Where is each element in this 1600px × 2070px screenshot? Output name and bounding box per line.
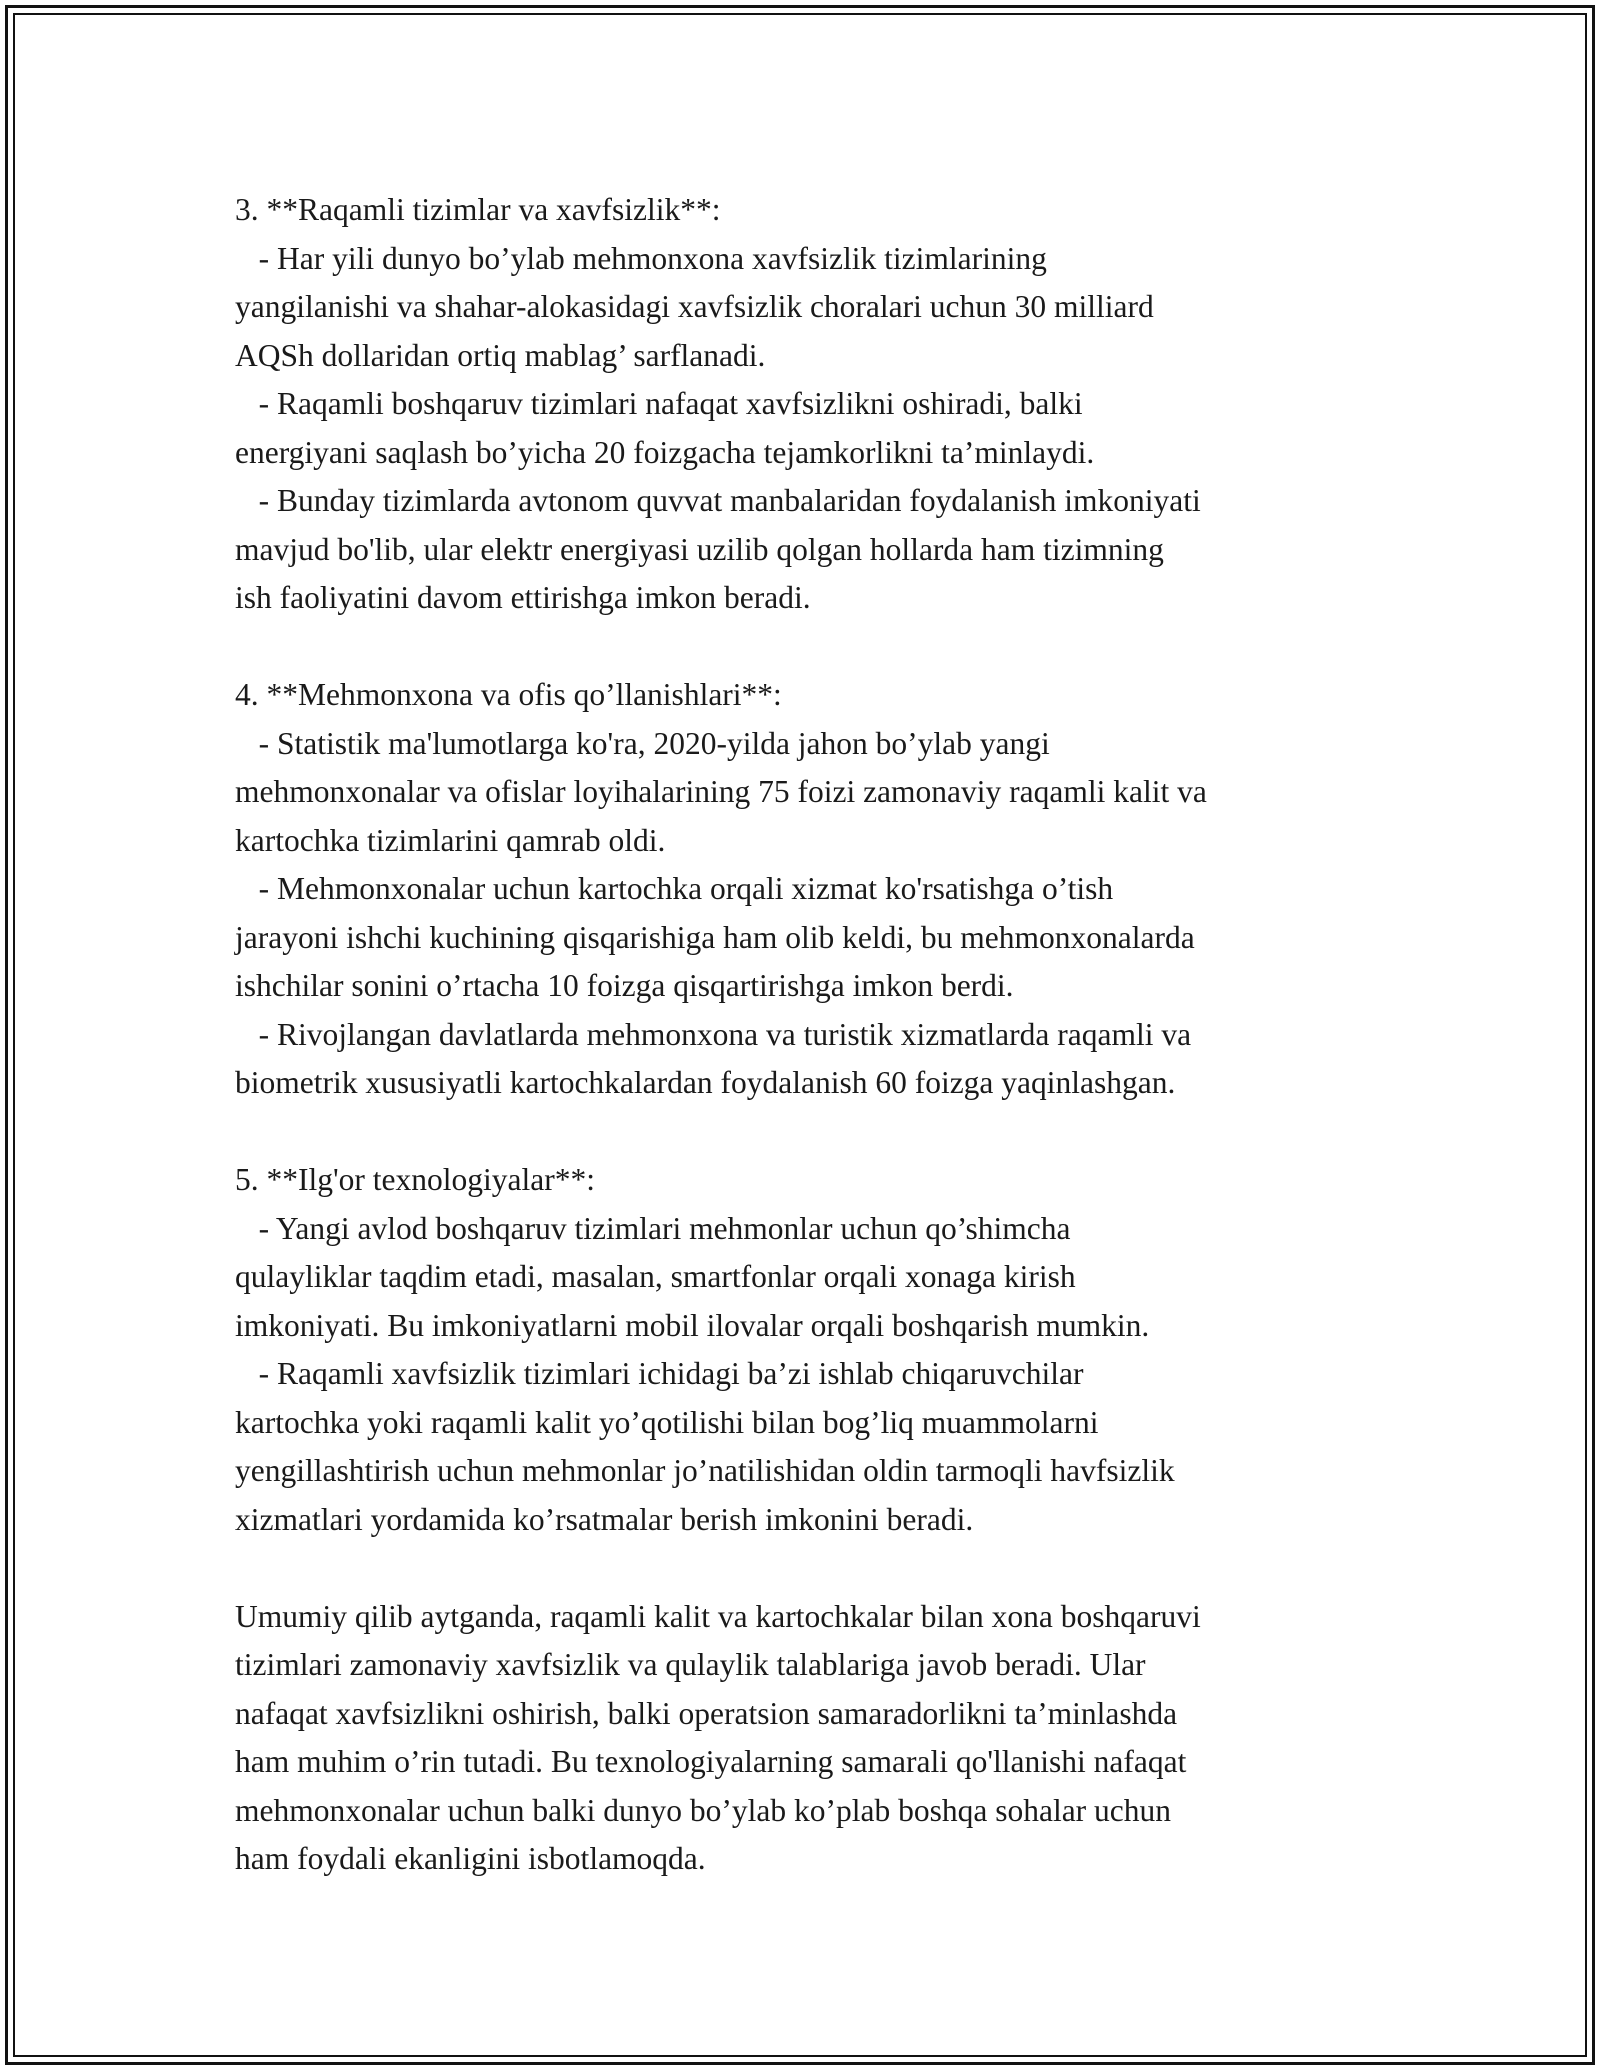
text-line: - Rivojlangan davlatlarda mehmonxona va turistik xizmatlarda raqamli va [235,1016,1192,1052]
text-line: ishchilar sonini o’rtacha 10 foizga qisqartirishga imkon berdi. [235,968,1014,1003]
text-line: ish faoliyatini davom ettirishga imkon beradi. [235,580,811,615]
text-line: imkoniyati. Bu imkoniyatlarni mobil ilovalar orqali boshqarish mumkin. [235,1307,1150,1343]
text-line: ham foydali ekanligini isbotlamoqda. [235,1841,706,1876]
text-line: - Mehmonxonalar uchun kartochka orqali xizmat ko'rsatishga o’tish [235,871,1114,906]
text-line: qulayliklar taqdim etadi, masalan, smartfonlar orqali xonaga kirish [235,1259,1076,1294]
text-line: kartochka yoki raqamli kalit yo’qotilishi bilan bog’liq muammolarni [235,1404,1099,1440]
paragraph-gap [235,1544,1395,1593]
text-line: kartochka tizimlarini qamrab oldi. [235,822,666,858]
paragraph-gap [235,623,1395,672]
section-advanced-technologies [235,1156,1395,1544]
text-line: nafaqat xavfsizlikni oshirish, balki operatsion samaradorlikni ta’minlashda [235,1695,1178,1731]
text-line: Umumiy qilib aytganda, raqamli kalit va kartochkalar bilan xona boshqaruvi [235,1598,1201,1634]
text-line: mehmonxonalar va ofislar loyihalarining 75 foizi zamonaviy raqamli kalit va [235,774,1207,809]
text-line: - Bunday tizimlarda avtonom quvvat manbalaridan foydalanish imkoniyati [235,483,1201,518]
section-heading: 4. **Mehmonxona va ofis qo’llanishlari**: [235,677,782,712]
section-digital-security [235,186,1395,623]
section-conclusion [235,1593,1395,1884]
section-hotel-office-usage [235,671,1395,1108]
text-line: yangilanishi va shahar-alokasidagi xavfsizlik choralari uchun 30 milliard [235,289,1154,324]
text-line: - Raqamli boshqaruv tizimlari nafaqat xavfsizlikni oshiradi, balki [235,386,1083,421]
text-line: jarayoni ishchi kuchining qisqarishiga ham olib keldi, bu mehmonxonalarda [235,919,1195,955]
document-body [235,186,1395,1884]
paragraph-gap [235,1108,1395,1157]
text-line: tizimlari zamonaviy xavfsizlik va qulaylik talablariga javob beradi. Ular [235,1647,1146,1682]
text-line: - Statistik ma'lumotlarga ko'ra, 2020-yilda jahon bo’ylab yangi [235,725,1050,761]
text-line: - Raqamli xavfsizlik tizimlari ichidagi ba’zi ishlab chiqaruvchilar [235,1356,1084,1391]
text-line: AQSh dollaridan ortiq mablag’ sarflanadi. [235,337,766,373]
text-line: energiyani saqlash bo’yicha 20 foizgacha tejamkorlikni ta’minlaydi. [235,434,1095,470]
text-line: mehmonxonalar uchun balki dunyo bo’ylab ko’plab boshqa sohalar uchun [235,1792,1172,1828]
text-line: yengillashtirish uchun mehmonlar jo’natilishidan oldin tarmoqli havfsizlik [235,1453,1175,1488]
section-heading: 5. **Ilg'or texnologiyalar**: [235,1162,595,1197]
text-line: biometrik xususiyatli kartochkalardan foydalanish 60 foizga yaqinlashgan. [235,1065,1176,1100]
text-line: ham muhim o’rin tutadi. Bu texnologiyalarning samarali qo'llanishi nafaqat [235,1744,1187,1779]
text-line: mavjud bo'lib, ular elektr energiyasi uzilib qolgan hollarda ham tizimning [235,531,1164,567]
text-line: - Har yili dunyo bo’ylab mehmonxona xavfsizlik tizimlarining [235,240,1047,276]
text-line: - Yangi avlod boshqaruv tizimlari mehmonlar uchun qo’shimcha [235,1210,1071,1246]
section-heading: 3. **Raqamli tizimlar va xavfsizlik**: [235,192,721,227]
text-line: xizmatlari yordamida ko’rsatmalar berish imkonini beradi. [235,1501,974,1537]
